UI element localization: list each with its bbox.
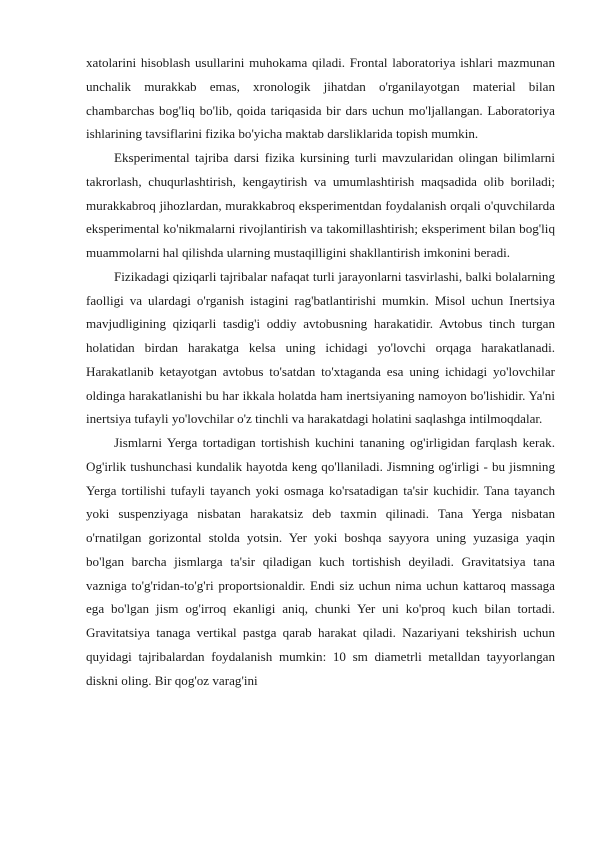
paragraph-gravity-weight: Jismlarni Yerga tortadigan tortishish kuchini tananing og'irligidan farqlash kerak. Og'irlik tushunchasi kundalik hayotda keng qo'llaniladi. Jismning og'irligi - bu jismning Yerga tortilishi tufayli tayanch yoki osmaga ko'rsatadigan ta'sir kuchidir. Tana tayanch yoki suspenziyaga nisbatan harakatsiz deb taxmin qilinadi. Tana Yerga nisbatan o'rnatilgan gorizontal stolda yotsin. Yer yoki boshqa sayyora uning yuzasiga yaqin bo'lgan barcha jismlarga ta'sir qiladigan kuch tortishish deyiladi. Gravitatsiya tana vazniga to'g'ridan-to'g'ri proportsionaldir. Endi siz uchun nima uchun kattaroq massaga ega bo'lgan jism og'irroq ekanligi aniq, chunki Yer uni ko'proq kuch bilan tortadi. Gravitatsiya tanaga vertikal pastga qarab harakat qiladi. Nazariyani tekshirish uchun quyidagi tajribalardan foydalanish mumkin: 10 sm diametrli metalldan tayyorlangan diskni oling. Bir qog'oz varag'ini: [86, 435, 555, 688]
paragraph-interesting-experiments: Fizikadagi qiziqarli tajribalar nafaqat turli jarayonlarni tasvirlashi, balki bolalarning faolligi va ulardagi o'rganish istagini rag'batlantirishi mumkin. Misol uchun Inertsiya mavjudligining qiziqarli tasdig'i oddiy avtobusning harakatidir. Avtobus tinch turgan holatidan birdan harakatga kelsa uning ichidagi yo'lovchi orqaga harakatlanadi. Harakatlanib ketayotgan avtobus to'satdan to'xtaganda esa uning ichidagi yo'lovchilar oldinga harakatlanishi bu har ikkala holatda ham inertsiyaning namoyon bo'lishidir. Ya'ni inertsiya tufayli yo'lovchilar o'z tinchli va harakatdagi holatini saqlashga intilmoqdalar.: [86, 268, 555, 427]
paragraph-laboratory-intro: xatolarini hisoblash usullarini muhokama qiladi. Frontal laboratoriya ishlari mazmunan unchalik murakkab emas, xronologik jihatdan o'rganilayotgan material bilan chambarchas bog'liq bo'lib, qoida tariqasida bir dars uchun mo'ljallangan. Laboratoriya ishlarining tavsiflarini fizika bo'yicha maktab darsliklarida topish mumkin.: [86, 55, 555, 142]
document-page: [86, 51, 555, 692]
paragraph-experimental-lesson: Eksperimental tajriba darsi fizika kursining turli mavzularidan olingan bilimlarni takrorlash, chuqurlashtirish, kengaytirish va umumlashtirish maqsadida olib boriladi; murakkabroq jihozlardan, murakkabroq eksperimentdan foydalanish orqali o'quvchilarda eksperimental ko'nikmalarni rivojlantirish va takomillashtirish; eksperiment bilan bog'liq muammolarni hal qilishda ularning mustaqilligini shakllantirish imkonini beradi.: [86, 150, 555, 260]
